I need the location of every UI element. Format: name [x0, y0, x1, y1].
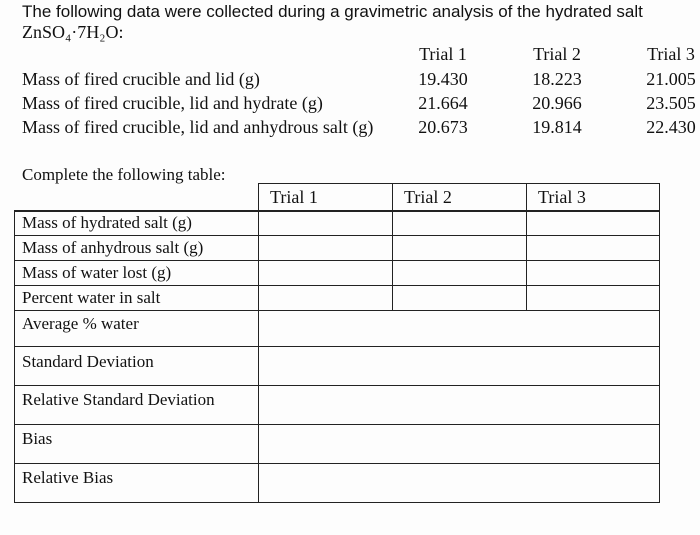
row-label-bias: Bias: [22, 429, 53, 448]
given-value: 23.505: [646, 93, 696, 113]
answer-cell[interactable]: [393, 212, 526, 235]
answer-cell[interactable]: [527, 286, 659, 310]
row-label-anhydrous-salt: Mass of anhydrous salt (g): [22, 238, 204, 257]
answer-cell[interactable]: [259, 261, 392, 285]
answer-cell[interactable]: [259, 286, 392, 310]
row-label-relative-bias: Relative Bias: [22, 468, 114, 487]
given-value: 21.005: [646, 69, 696, 89]
answer-cell[interactable]: [527, 212, 659, 235]
given-value: 19.430: [418, 69, 468, 89]
answer-cell[interactable]: [527, 236, 659, 260]
given-header-trial-2: Trial 2: [533, 44, 581, 64]
answer-cell[interactable]: [259, 464, 659, 502]
answer-cell[interactable]: [259, 236, 392, 260]
given-row-label: Mass of fired crucible, lid and anhydrous salt (g): [22, 117, 374, 137]
answer-cell[interactable]: [259, 311, 659, 346]
row-label-water-lost: Mass of water lost (g): [22, 263, 172, 282]
answer-cell[interactable]: [259, 347, 659, 385]
answer-cell[interactable]: [259, 212, 392, 235]
answer-cell[interactable]: [527, 261, 659, 285]
answer-cell[interactable]: [393, 236, 526, 260]
intro-line: The following data were collected during a gravimetric analysis of the hydrated salt: [22, 2, 643, 21]
given-header-trial-1: Trial 1: [419, 44, 467, 64]
given-value: 22.430: [646, 117, 696, 137]
given-value: 19.814: [532, 117, 582, 137]
answer-cell[interactable]: [393, 286, 526, 310]
given-value: 20.966: [532, 93, 582, 113]
row-label-std-dev: Standard Deviation: [22, 352, 154, 371]
given-value: 20.673: [418, 117, 468, 137]
salt-formula: ZnSO₄·7H₂O:: [22, 22, 124, 42]
given-row-label: Mass of fired crucible, lid and hydrate (g): [22, 93, 323, 113]
given-row-label: Mass of fired crucible and lid (g): [22, 69, 260, 89]
table-rule: [659, 183, 660, 503]
given-header-trial-3: Trial 3: [647, 44, 695, 64]
answer-cell[interactable]: [393, 261, 526, 285]
table-rule: [14, 210, 15, 503]
table-header-trial-2: Trial 2: [404, 187, 452, 207]
answer-cell[interactable]: [259, 386, 659, 424]
row-label-hydrated-salt: Mass of hydrated salt (g): [22, 213, 192, 232]
given-value: 21.664: [418, 93, 468, 113]
table-header-trial-1: Trial 1: [270, 187, 318, 207]
table-header-trial-3: Trial 3: [538, 187, 586, 207]
row-label-rsd: Relative Standard Deviation: [22, 390, 215, 409]
table-rule: [258, 183, 660, 184]
given-value: 18.223: [532, 69, 582, 89]
table-rule: [14, 502, 660, 503]
table-prompt: Complete the following table:: [22, 165, 226, 184]
answer-cell[interactable]: [259, 425, 659, 463]
row-label-percent-water: Percent water in salt: [22, 288, 161, 307]
row-label-average: Average % water: [22, 314, 139, 333]
